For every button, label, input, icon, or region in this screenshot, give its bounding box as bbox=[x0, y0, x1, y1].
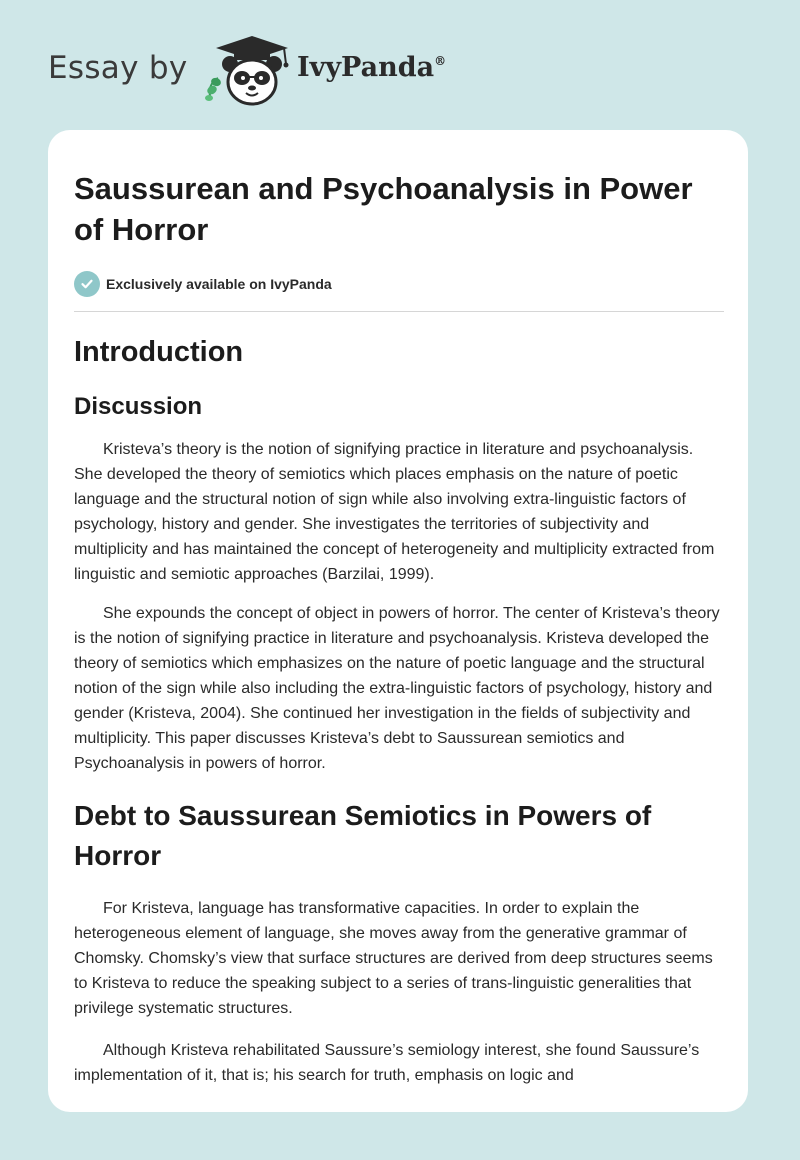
divider bbox=[74, 311, 724, 312]
essay-content bbox=[74, 130, 724, 1088]
checkmark-icon bbox=[74, 271, 100, 297]
essay-by-label: Essay by bbox=[48, 50, 188, 86]
site-header bbox=[0, 0, 800, 130]
section-heading-introduction: Introduction bbox=[74, 336, 244, 368]
brand-label: IvyPanda bbox=[297, 52, 435, 83]
paragraph: She expounds the concept of object in powers of horror. The center of Kristeva’s theory is the notion of signifying practice in literature and psychoanalysis. Kristeva developed the theory of semiotics which emphasizes on the nature of poetic language and the structural notion of the sign while also including the extra-linguistic factors of psychology, history and gender (Kristeva, 2004). She continued her investigation in the fields of subjectivity and multiplicity. This paper discusses Kristeva’s debt to Saussurean semiotics and Psychoanalysis in powers of horror. bbox=[74, 605, 720, 772]
paragraph: For Kristeva, language has transformative capacities. In order to explain the heterogeneous element of language, she moves away from the generative grammar of Chomsky. Chomsky’s view that surface structures are derived from deep structures seems to Kristeva to reduce the speaking subject to a series of trans-linguistic generalities that privilege systematic structures. bbox=[74, 900, 713, 1017]
paragraph: Kristeva’s theory is the notion of signifying practice in literature and psychoanalysis. She developed the theory of semiotics which places emphasis on the nature of poetic language and the structural notion of sign while also involving extra-linguistic factors of psychology, history and gender. She investigates the territories of subjectivity and multiplicity and has maintained the concept of heterogeneity and multiplicity extracted from linguistic and semiotic approaches (Barzilai, 1999). bbox=[74, 441, 715, 583]
essay-card bbox=[48, 130, 748, 1112]
subsection-heading-discussion: Discussion bbox=[74, 393, 203, 420]
section-heading-debt: Debt to Saussurean Semiotics in Powers of Horror bbox=[74, 800, 652, 871]
page-title: Saussurean and Psychoanalysis in Power of Horror bbox=[74, 171, 693, 247]
badge-label: Exclusively available on IvyPanda bbox=[106, 276, 332, 292]
brand-name[interactable] bbox=[297, 52, 446, 83]
exclusive-badge bbox=[74, 270, 724, 298]
paragraph: Although Kristeva rehabilitated Saussure’s semiology interest, she found Saussure’s implementation of it, that is; his search for truth, emphasis on logic and bbox=[74, 1042, 700, 1084]
panda-mascot-icon bbox=[200, 34, 296, 110]
registered-mark: ® bbox=[434, 54, 447, 68]
